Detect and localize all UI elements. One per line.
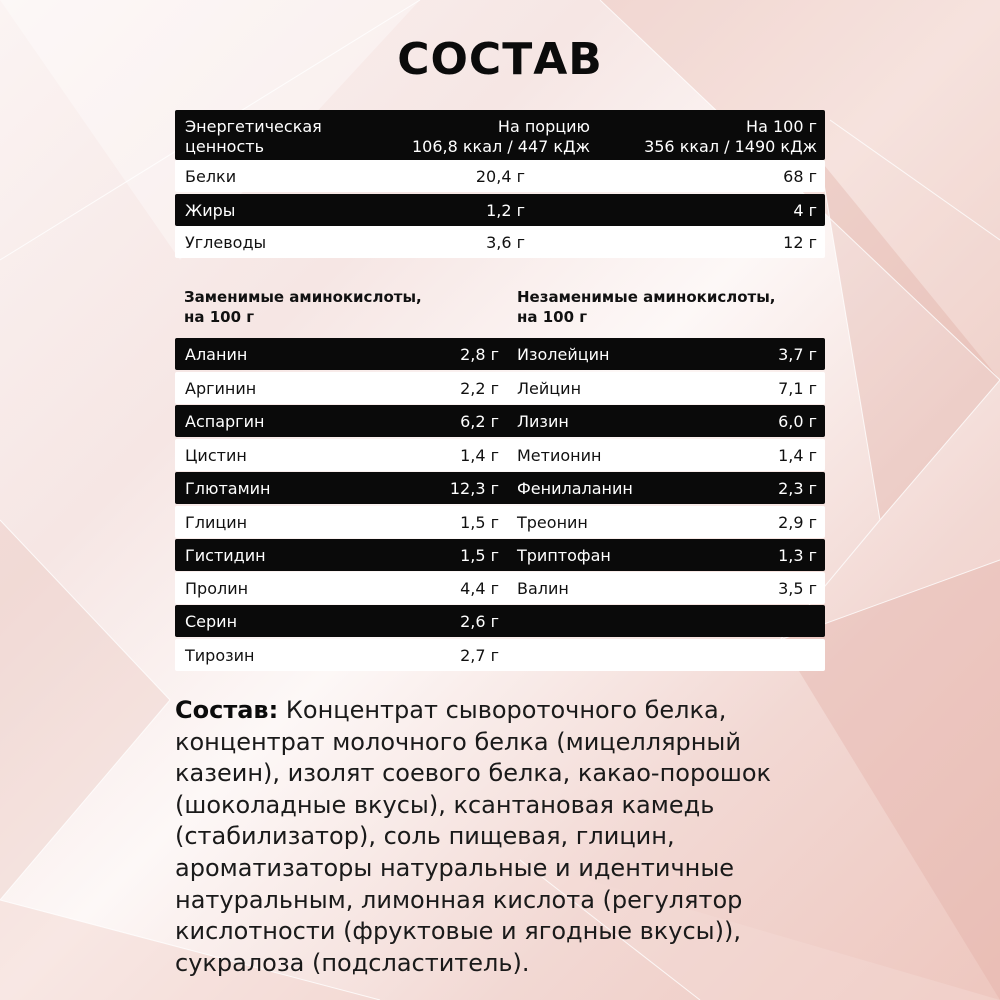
composition-label: Состав: — [175, 696, 279, 724]
nonessential-name: Гистидин — [185, 545, 266, 565]
amino-row — [175, 405, 825, 437]
composition-line4: (шоколадные вкусы), ксантановая камедь — [175, 790, 715, 819]
nonessential-value: 12,3 г — [449, 478, 499, 498]
portion-value: 106,8 ккал / 447 кДж — [411, 137, 590, 156]
nonessential-value: 1,5 г — [460, 545, 499, 565]
nonessential-name: Глицин — [185, 512, 248, 532]
essential-value: 3,7 г — [778, 344, 817, 364]
nonessential-value: 4,4 г — [460, 578, 499, 598]
essential-value: 1,3 г — [778, 545, 817, 565]
nonessential-value: 2,8 г — [460, 344, 499, 364]
amino-row — [175, 572, 825, 604]
nonessential-value: 2,6 г — [460, 611, 499, 631]
essential-value: 2,3 г — [778, 478, 817, 498]
essential-value: 2,9 г — [778, 512, 817, 532]
nonessential-value: 2,2 г — [460, 378, 499, 398]
portion-header: На порцию — [497, 117, 590, 136]
macro-row-fat — [175, 194, 825, 226]
nonessential-name: Пролин — [185, 578, 249, 598]
energy-portion — [375, 117, 590, 157]
essential-name: Фенилаланин — [517, 478, 633, 498]
essential-value: 1,4 г — [778, 445, 817, 465]
composition-line6: ароматизаторы натуральные и идентичные — [175, 853, 735, 882]
essential-name: Триптофан — [517, 545, 611, 565]
essential-name: Треонин — [517, 512, 588, 532]
composition-line — [175, 695, 825, 727]
nonessential-name: Цистин — [185, 445, 247, 465]
essential-value: 6,0 г — [778, 411, 817, 431]
nonessential-value: 1,5 г — [460, 512, 499, 532]
essential-value: 3,5 г — [778, 578, 817, 598]
macro-name: Жиры — [185, 200, 236, 220]
nonessential-name: Глютамин — [185, 478, 271, 498]
essential-name: Лейцин — [517, 378, 582, 398]
nonessential-header-line2: на 100 г — [184, 308, 255, 326]
amino-row — [175, 639, 825, 671]
essential-header-line2: на 100 г — [517, 308, 588, 326]
nonessential-name: Аспаргин — [185, 411, 265, 431]
essential-name: Лизин — [517, 411, 569, 431]
nonessential-value: 2,7 г — [460, 645, 499, 665]
macro-name: Углеводы — [185, 232, 267, 252]
macro-per100: 4 г — [793, 200, 817, 220]
essential-name: Метионин — [517, 445, 602, 465]
amino-row — [175, 506, 825, 538]
composition-line9: сукралоза (подсластитель). — [175, 948, 530, 977]
amino-row — [175, 605, 825, 637]
macro-portion: 3,6 г — [486, 232, 525, 252]
essential-header — [517, 287, 776, 327]
energy-label — [185, 117, 385, 157]
composition-line3: казеин), изолят соевого белка, какао-порошок — [175, 759, 772, 788]
energy-label-line2: ценность — [185, 137, 264, 156]
nonessential-value: 1,4 г — [460, 445, 499, 465]
macro-portion: 1,2 г — [486, 200, 525, 220]
amino-row — [175, 439, 825, 471]
amino-row — [175, 472, 825, 504]
macro-row-carbs — [175, 226, 825, 258]
amino-row — [175, 372, 825, 404]
composition-line7: натуральным, лимонная кислота (регулятор — [175, 885, 743, 914]
energy-label-line1: Энергетическая — [185, 117, 322, 136]
amino-row — [175, 539, 825, 571]
macro-name: Белки — [185, 166, 237, 186]
essential-value: 7,1 г — [778, 378, 817, 398]
energy-per100 — [577, 117, 817, 157]
nonessential-name: Серин — [185, 611, 238, 631]
nonessential-name: Аланин — [185, 344, 248, 364]
page-title: СОСТАВ — [397, 34, 603, 85]
per100-value: 356 ккал / 1490 кДж — [644, 137, 817, 156]
amino-row — [175, 338, 825, 370]
macro-row-protein — [175, 160, 825, 192]
composition-line1: Концентрат сывороточного белка, — [278, 696, 727, 724]
energy-row — [175, 110, 825, 160]
composition-line2: концентрат молочного белка (мицеллярный — [175, 727, 741, 756]
composition-text — [175, 695, 825, 979]
composition-line8: кислотности (фруктовые и ягодные вкусы)), — [175, 917, 741, 946]
essential-name: Валин — [517, 578, 569, 598]
macro-per100: 68 г — [783, 166, 817, 186]
essential-name: Изолейцин — [517, 344, 610, 364]
essential-header-line1: Незаменимые аминокислоты, — [517, 288, 776, 306]
per100-header: На 100 г — [746, 117, 817, 136]
nonessential-name: Тирозин — [185, 645, 255, 665]
macro-per100: 12 г — [783, 232, 817, 252]
nonessential-header-line1: Заменимые аминокислоты, — [184, 288, 422, 306]
composition-line5: (стабилизатор), соль пищевая, глицин, — [175, 822, 675, 851]
macro-portion: 20,4 г — [475, 166, 525, 186]
nonessential-value: 6,2 г — [460, 411, 499, 431]
nonessential-name: Аргинин — [185, 378, 257, 398]
nonessential-header — [184, 287, 422, 327]
